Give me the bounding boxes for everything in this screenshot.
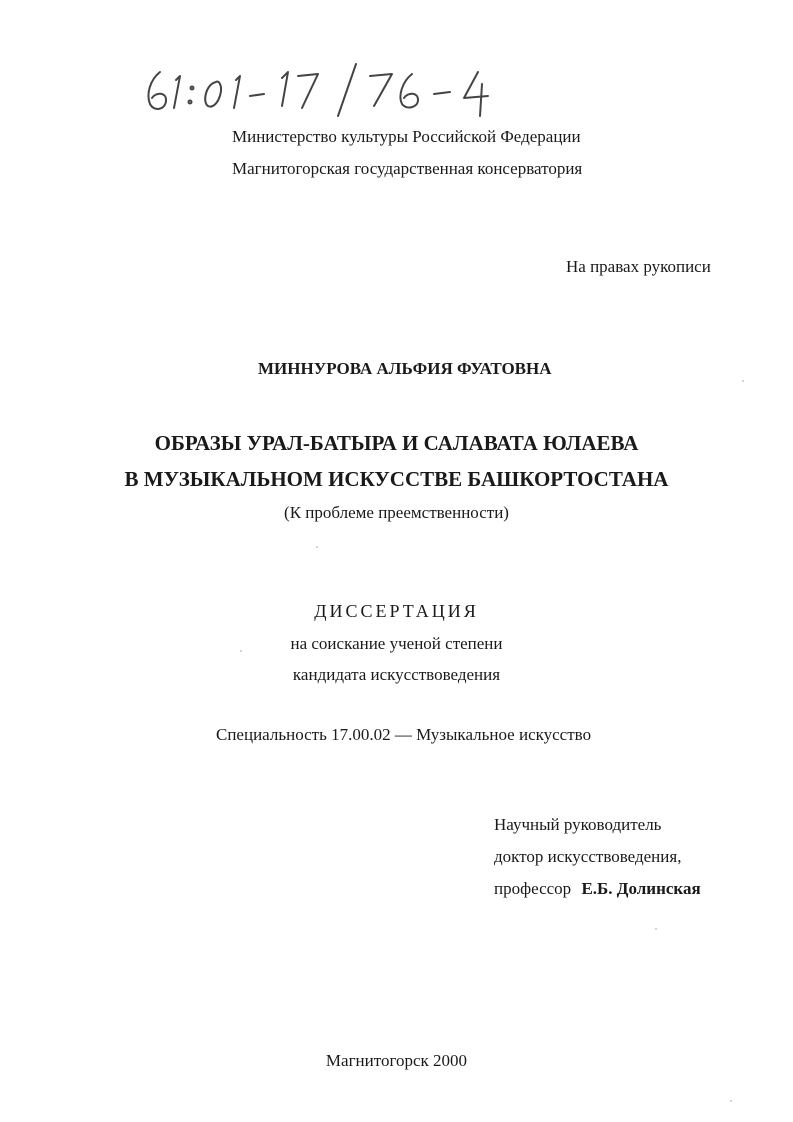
- supervisor-role: Научный руководитель: [494, 815, 662, 834]
- specialty: Специальность 17.00.02 — Музыкальное искусство: [216, 725, 592, 744]
- handwritten-archive-code-drawing: [142, 58, 542, 118]
- author-name: МИННУРОВА АЛЬФИЯ ФУАТОВНА: [258, 359, 552, 378]
- supervisor-name: Е.Б. Долинская: [581, 879, 701, 898]
- supervisor-title-name: [494, 878, 701, 900]
- subtitle: (К проблеме преемственности): [284, 503, 509, 522]
- title-line-1: ОБРАЗЫ УРАЛ-БАТЫРА И САЛАВАТА ЮЛАЕВА: [154, 431, 639, 455]
- conservatory-name: Магнитогорская государственная консерватория: [232, 159, 583, 178]
- ministry-name: Министерство культуры Российской Федерации: [232, 127, 581, 146]
- scan-speck: [742, 380, 744, 382]
- scan-speck: [655, 928, 657, 930]
- degree-purpose-line-2: кандидата искусствоведения: [292, 665, 501, 684]
- supervisor-title: профессор: [494, 879, 572, 898]
- handwritten-archive-code: [142, 58, 542, 118]
- dissertation-label: ДИССЕРТАЦИЯ: [314, 601, 479, 621]
- scan-speck: [730, 1100, 732, 1102]
- manuscript-note: На правах рукописи: [566, 257, 711, 276]
- title-line-2: В МУЗЫКАЛЬНОМ ИСКУССТВЕ БАШКОРТОСТАНА: [124, 467, 669, 491]
- city-year: Магнитогорск 2000: [325, 1051, 468, 1070]
- supervisor-degree: доктор искусствоведения,: [494, 847, 682, 866]
- scan-speck: [240, 650, 242, 652]
- scan-speck: [316, 546, 318, 548]
- degree-purpose-line-1: на соискание ученой степени: [290, 634, 503, 653]
